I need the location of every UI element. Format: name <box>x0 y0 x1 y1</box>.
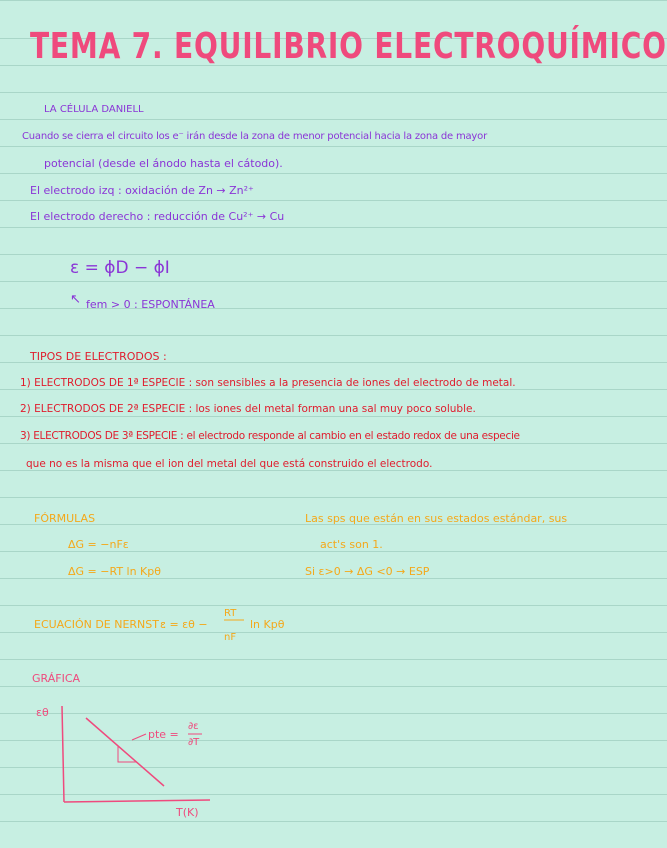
nernst-tail: ln Kpθ <box>250 618 285 631</box>
nernst-denominator: nF <box>224 632 237 643</box>
formula-deltaG-RT: ΔG = −RT ln Kpθ <box>68 565 161 578</box>
graph-axes <box>62 706 210 802</box>
nernst-label: ECUACIÓN DE NERNST : <box>34 618 167 631</box>
tipo-item: 1) ELECTRODOS DE 1ª ESPECIE : son sensibles a la presencia de iones del electrodo de metal. <box>20 377 516 389</box>
tipo-item: que no es la misma que el ion del metal del que está construido el electrodo. <box>26 458 433 470</box>
formula-deltaG-nFe: ΔG = −nFε <box>68 538 129 551</box>
daniell-heading: LA CÉLULA DANIELL <box>44 104 144 115</box>
daniell-left-electrode: El electrodo izq : oxidación de Zn → Zn²⁺ <box>30 184 254 197</box>
graph-y-label: εθ <box>36 706 49 719</box>
daniell-right-electrode: El electrodo derecho : reducción de Cu²⁺ → Cu <box>30 210 285 223</box>
tipo-item: 3) ELECTRODOS DE 3ª ESPECIE : el electrodo responde al cambio en el estado redox de una especie <box>20 430 520 442</box>
slope-numerator: ∂ε <box>188 721 199 732</box>
formulas-note-1: Las sps que están en sus estados estándar, sus <box>305 512 568 525</box>
graph-line <box>86 718 164 786</box>
slope-label: pte = <box>148 728 179 741</box>
slope-denominator: ∂T <box>188 737 200 748</box>
daniell-line-1: Cuando se cierra el circuito los e⁻ irán desde la zona de menor potencial hacia la zona de mayor <box>22 131 487 142</box>
graph-x-label: T(K) <box>176 806 199 819</box>
fem-arrow-icon: ↖ <box>70 292 81 307</box>
tipos-heading: TIPOS DE ELECTRODOS : <box>30 350 167 363</box>
nernst-numerator: RT <box>224 608 237 619</box>
slope-pointer <box>132 734 146 740</box>
formulas-heading: FÓRMULAS <box>34 512 96 525</box>
fem-formula: ε = ϕD − ϕI <box>70 258 170 278</box>
page-title: TEMA 7. EQUILIBRIO ELECTROQUÍMICO <box>30 26 667 67</box>
grafica-heading: GRÁFICA <box>32 672 81 685</box>
daniell-line-2: potencial (desde el ánodo hasta el cátodo). <box>44 157 283 170</box>
formulas-note-3: Si ε>0 → ΔG <0 → ESP <box>305 565 430 578</box>
formulas-note-2: act's son 1. <box>320 538 383 551</box>
nernst-lhs: ε = εθ − <box>160 618 208 631</box>
fem-condition: fem > 0 : ESPONTÁNEA <box>86 298 215 311</box>
tipo-item: 2) ELECTRODOS DE 2ª ESPECIE : los iones del metal forman una sal muy poco soluble. <box>20 403 476 415</box>
